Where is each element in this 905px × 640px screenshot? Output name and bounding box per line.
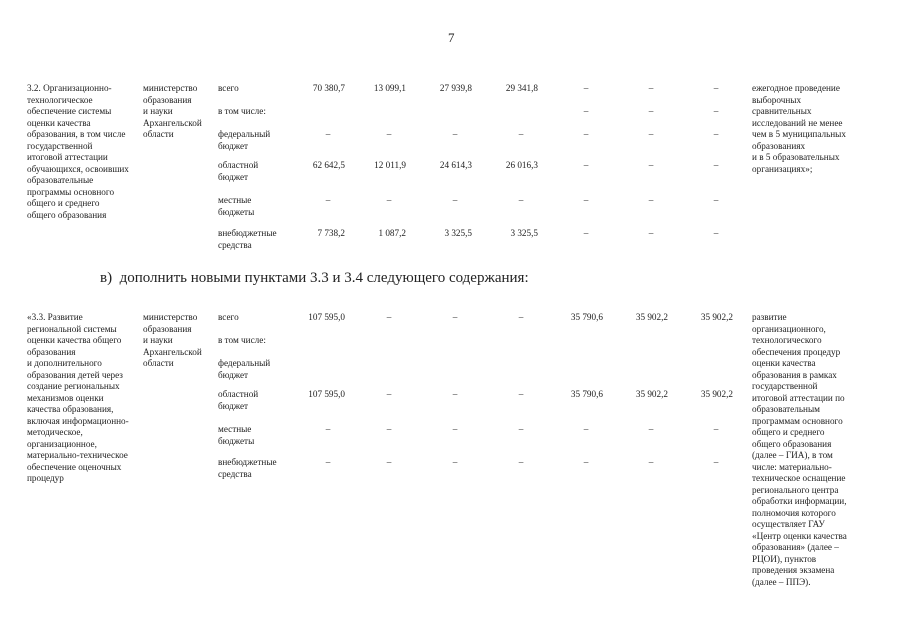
funding-value: 35 902,2 <box>635 312 668 322</box>
funding-value: – <box>386 457 392 467</box>
funding-source: федеральный бюджет <box>218 358 271 380</box>
funding-value: 70 380,7 <box>312 83 345 93</box>
funding-value: 107 595,0 <box>308 389 345 399</box>
funding-value: 7 738,2 <box>317 228 345 238</box>
funding-value: – <box>583 106 589 116</box>
funding-value: – <box>713 457 719 467</box>
funding-value: – <box>648 160 654 170</box>
funding-value: – <box>452 312 458 322</box>
funding-value: – <box>452 389 458 399</box>
funding-value: 35 902,2 <box>700 389 733 399</box>
funding-value: 107 595,0 <box>308 312 345 322</box>
funding-value: – <box>583 160 589 170</box>
funding-value: – <box>325 195 331 205</box>
measure-name: «3.3. Развитие региональной системы оценки качества общего образования и дополнительного образования детей через создание региональных механизмов оценки качества образования, включая информационно- методическое, организационное, материально-техническое обеспечение оценочных процедур <box>27 312 129 483</box>
funding-value: – <box>648 228 654 238</box>
funding-value: 12 011,9 <box>374 160 406 170</box>
funding-source: местные бюджеты <box>218 424 255 446</box>
funding-value: – <box>386 129 392 139</box>
funding-value: – <box>452 424 458 434</box>
funding-value: 35 790,6 <box>570 312 603 322</box>
funding-value: 62 642,5 <box>312 160 345 170</box>
funding-value: 13 099,1 <box>373 83 406 93</box>
funding-value: – <box>713 160 719 170</box>
funding-value: 3 325,5 <box>510 228 538 238</box>
funding-value: – <box>583 424 589 434</box>
funding-value: – <box>518 457 524 467</box>
funding-value: – <box>518 389 524 399</box>
funding-value: 26 016,3 <box>505 160 538 170</box>
section-heading: в) дополнить новыми пунктами 3.3 и 3.4 следующего содержания: <box>100 270 529 286</box>
funding-value: – <box>648 457 654 467</box>
funding-source: внебюджетные средства <box>218 228 277 250</box>
funding-source: всего <box>218 83 239 93</box>
funding-value: 1 087,2 <box>378 228 406 238</box>
funding-value: – <box>518 424 524 434</box>
funding-value: – <box>648 129 654 139</box>
funding-value: – <box>713 83 719 93</box>
funding-value: – <box>583 129 589 139</box>
funding-value: – <box>583 195 589 205</box>
measure-executor: министерство образования и науки Архангельской области <box>143 312 202 368</box>
funding-value: – <box>713 129 719 139</box>
funding-value: – <box>713 424 719 434</box>
funding-value: – <box>713 195 719 205</box>
funding-source: внебюджетные средства <box>218 457 277 479</box>
funding-value: 35 902,2 <box>700 312 733 322</box>
funding-value: – <box>325 129 331 139</box>
funding-value: – <box>713 106 719 116</box>
funding-value: – <box>386 389 392 399</box>
funding-value: 35 790,6 <box>570 389 603 399</box>
funding-value: – <box>713 228 719 238</box>
funding-value: – <box>648 195 654 205</box>
funding-source: всего <box>218 312 239 322</box>
funding-value: – <box>583 457 589 467</box>
funding-value: – <box>386 195 392 205</box>
funding-value: – <box>648 424 654 434</box>
funding-value: 35 902,2 <box>635 389 668 399</box>
funding-source: в том числе: <box>218 335 266 345</box>
funding-value: 27 939,8 <box>439 83 472 93</box>
funding-source: в том числе: <box>218 106 266 116</box>
funding-value: – <box>518 129 524 139</box>
funding-value: – <box>452 129 458 139</box>
funding-value: – <box>648 106 654 116</box>
funding-value: – <box>325 457 331 467</box>
funding-value: 24 614,3 <box>439 160 472 170</box>
funding-value: – <box>325 424 331 434</box>
funding-source: областной бюджет <box>218 160 259 182</box>
funding-value: – <box>452 195 458 205</box>
measure-executor: министерство образования и науки Архангельской области <box>143 83 202 139</box>
funding-value: 3 325,5 <box>444 228 472 238</box>
funding-value: – <box>583 83 589 93</box>
funding-value: – <box>452 457 458 467</box>
measure-result: ежегодное проведение выборочных сравнительных исследований не менее чем в 5 муниципальных образованиях и в 5 образовательных организациях»; <box>752 83 846 174</box>
measure-result: развитие организационного, технологического обеспечения процедур оценки качества образования в рамках государственной итоговой аттестации по образовательным программам основного общего и среднего общего образования (далее – ГИА), в том числе: материально- техническое оснащение регионального центра обработки информации, полномочия которого осуществляет ГАУ «Центр оценки качества образования» (далее – РЦОИ), пунктов проведения экзамена (далее – ППЭ). <box>752 312 847 587</box>
funding-value: 29 341,8 <box>505 83 538 93</box>
funding-source: областной бюджет <box>218 389 259 411</box>
funding-value: – <box>518 312 524 322</box>
funding-value: – <box>518 195 524 205</box>
measure-name: 3.2. Организационно- технологическое обеспечение системы оценки качества образования, в том числе государственной итоговой аттестации обучающихся, освоивших образовательные программы основного общего и среднего общего образования <box>27 83 129 220</box>
funding-value: – <box>648 83 654 93</box>
funding-value: – <box>583 228 589 238</box>
page-number: 7 <box>448 30 455 45</box>
funding-source: местные бюджеты <box>218 195 255 217</box>
funding-value: – <box>386 312 392 322</box>
funding-source: федеральный бюджет <box>218 129 271 151</box>
funding-value: – <box>386 424 392 434</box>
